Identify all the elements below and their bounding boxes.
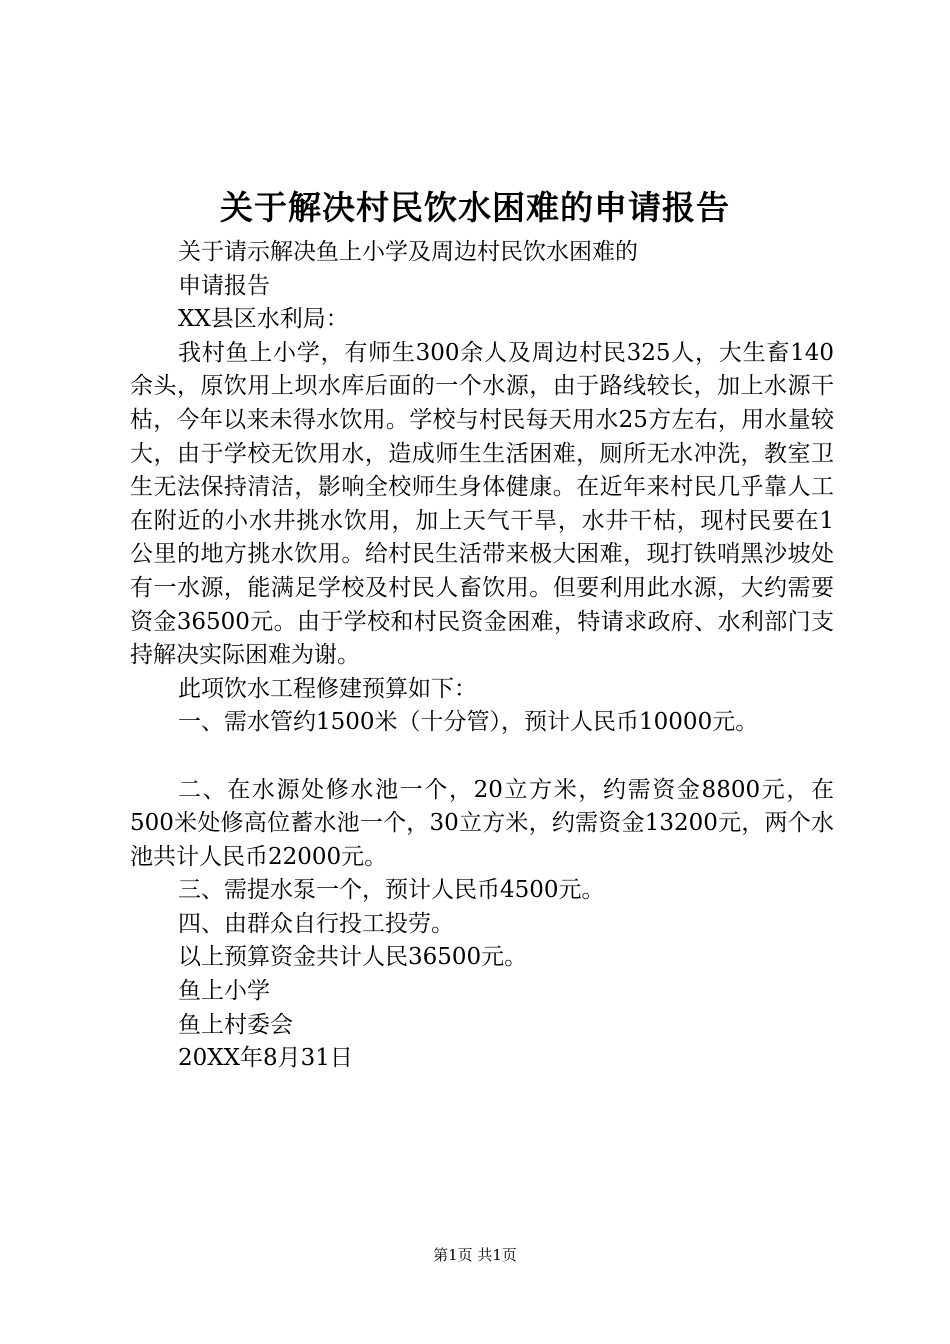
signature-school: 鱼上小学 bbox=[178, 978, 270, 1005]
budget-item-3: 三、需提水泵一个，预计人民币4500元。 bbox=[178, 877, 605, 904]
subject-line-2: 申请报告 bbox=[178, 272, 270, 299]
budget-intro: 此项饮水工程修建预算如下： bbox=[178, 675, 477, 702]
subject-line-1: 关于请示解决鱼上小学及周边村民饮水困难的 bbox=[178, 239, 638, 265]
recipient: XX县区水利局： bbox=[178, 306, 349, 333]
document-body bbox=[130, 236, 834, 1076]
page-footer: 第1页 共1页 bbox=[433, 1246, 517, 1264]
budget-item-1: 一、需水管约1500米（十分管），预计人民币10000元。 bbox=[178, 709, 759, 736]
signature-committee: 鱼上村委会 bbox=[178, 1011, 293, 1038]
budget-item-2: 二、在水源处修水池一个，20立方米，约需资金8800元，在500米处修高位蓄水池一个，30立方米，约需资金13200元，两个水池共计人民币22000元。 bbox=[130, 776, 834, 870]
budget-total: 以上预算资金共计人民36500元。 bbox=[178, 944, 528, 971]
budget-item-4: 四、由群众自行投工投劳。 bbox=[178, 910, 454, 937]
main-paragraph: 我村鱼上小学，有师生300余人及周边村民325人，大生畜140余头，原饮用上坝水库后面的一个水源，由于路线较长，加上水源干枯，今年以来未得水饮用。学校与村民每天用水25方左右，用水量较大，由于学校无饮用水，造成师生生活困难，厕所无水冲洗，教室卫生无法保持清洁，影响全校师生身体健康。在近年来村民几乎靠人工在附近的小水井挑水饮用，加上天气干旱，水井干枯，现村民要在1公里的地方挑水饮用。给村民生活带来极大困难，现打铁哨黑沙坡处有一水源，能满足学校及村民人畜饮用。但要利用此水源，大约需要资金36500元。由于学校和村民资金困难，特请求政府、水利部门支持解决实际困难为谢。 bbox=[130, 339, 834, 669]
signature-date: 20XX年8月31日 bbox=[178, 1045, 353, 1072]
document-title: 关于解决村民饮水困难的申请报告 bbox=[220, 188, 730, 227]
blank-line bbox=[130, 740, 834, 774]
